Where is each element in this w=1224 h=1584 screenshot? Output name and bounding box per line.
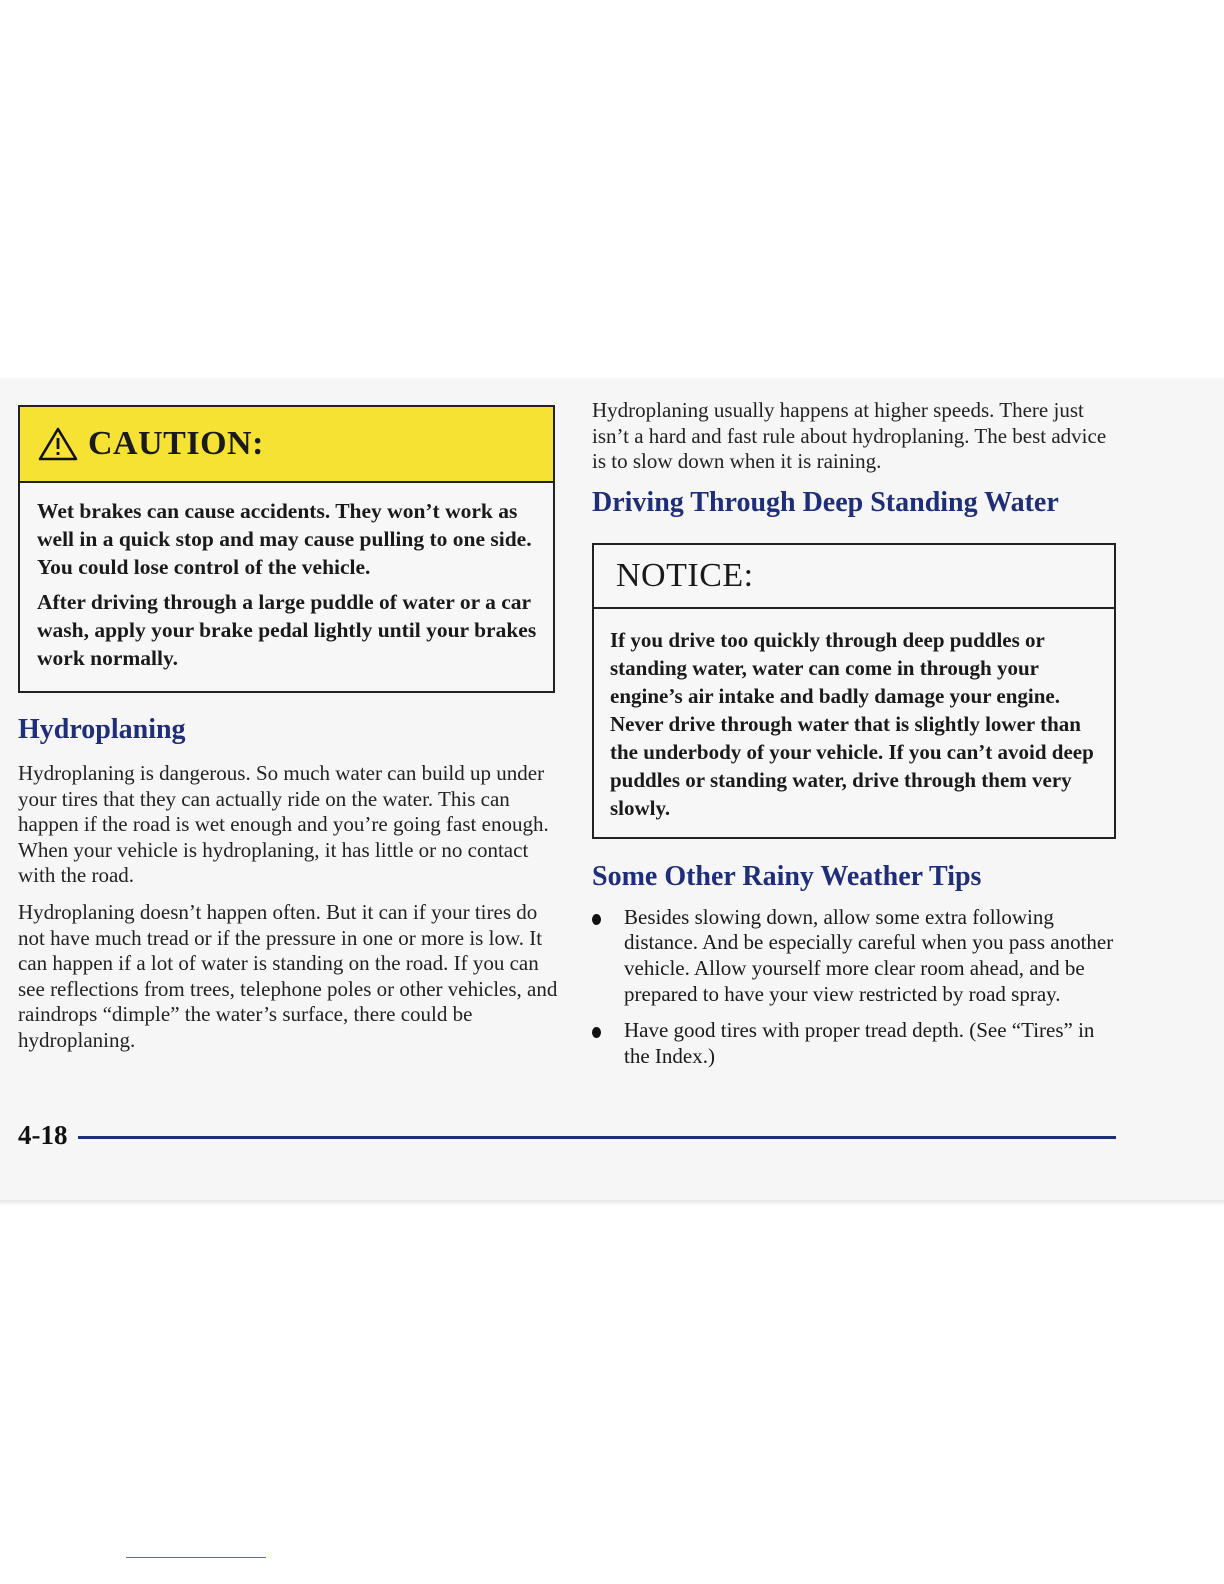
caution-title: CAUTION:: [88, 425, 264, 462]
body-paragraph: Hydroplaning usually happens at higher speeds. There just isn’t a hard and fast rule about hydroplaning. The best advice is to slow down when it is raining.: [592, 398, 1107, 474]
list-item: [592, 905, 1124, 1007]
body-paragraph: Hydroplaning is dangerous. So much water can build up under your tires that they can actually ride on the water. This can happen if the road is wet enough and you’re going fast enough. When your vehicle is hydroplaning, it has little or no contact with the road.: [18, 761, 549, 888]
tips-list: [592, 905, 1124, 1070]
list-item-text: Have good tires with proper tread depth. (See “Tires” in the Index.): [624, 1018, 1095, 1068]
right-column: [592, 398, 1124, 1080]
caution-paragraph: Wet brakes can cause accidents. They won’t work as well in a quick stop and may cause pulling to one side. You could lose control of the vehicle.: [37, 499, 532, 579]
notice-title: NOTICE:: [616, 556, 754, 594]
page-edge-shadow: [0, 1200, 1224, 1206]
deep-water-heading: Driving Through Deep Standing Water: [592, 486, 1059, 518]
notice-body: If you drive too quickly through deep puddles or standing water, water can come in through your engine’s air intake and badly damage your engine. Never drive through water that is slightly lower than the underbody of your vehicle. If you can’t avoid deep puddles or standing water, drive through them very slowly.: [610, 627, 1094, 820]
hydroplaning-text: [18, 761, 558, 1054]
caution-header: [20, 407, 553, 483]
hydroplaning-continued: [592, 398, 1124, 475]
list-item-text: Besides slowing down, allow some extra following distance. And be especially careful when you pass another vehicle. Allow yourself more clear room ahead, and be prepared to have your view restricted by road spray.: [624, 904, 1114, 1006]
page-number: 4-18: [18, 1120, 68, 1150]
left-column: [18, 405, 558, 1065]
caution-box: [18, 405, 555, 693]
footer-rule: [78, 1136, 1117, 1139]
caution-body: [20, 483, 553, 672]
list-item: [592, 1018, 1124, 1069]
caution-paragraph: After driving through a large puddle of water or a car wash, apply your brake pedal lightly until your brakes work normally.: [37, 590, 537, 670]
divider: [126, 1557, 266, 1558]
tips-heading: Some Other Rainy Weather Tips: [592, 860, 982, 892]
bullet-icon: [592, 914, 601, 925]
hydroplaning-heading: Hydroplaning: [18, 714, 186, 745]
notice-header: [594, 545, 1114, 609]
body-paragraph: Hydroplaning doesn’t happen often. But it can if your tires do not have much tread or if the pressure in one or more is low. It can happen if a lot of water is standing on the road. If you can see reflections from trees, telephone poles or other vehicles, and raindrops “dimple” the water’s surface, there could be hydroplaning.: [18, 899, 558, 1052]
warning-triangle-icon: [38, 426, 78, 462]
bullet-icon: [592, 1027, 601, 1038]
notice-box: [592, 543, 1116, 839]
page-footer: [18, 1120, 1116, 1151]
